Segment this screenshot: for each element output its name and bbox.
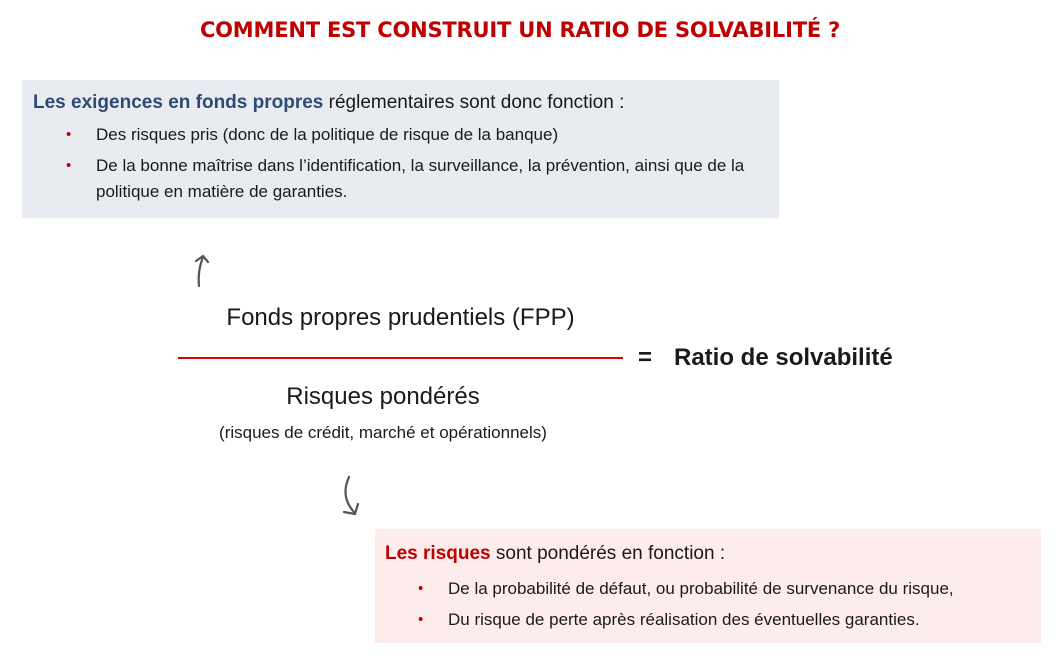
risques-heading-rest: sont pondérés en fonction : [490,543,726,564]
formula-denominator-note: (risques de crédit, marché et opérationnels) [219,423,547,442]
list-item-text: Du risque de perte après réalisation des éventuelles garanties. [448,610,920,629]
formula-equals: = [638,344,653,371]
fonds-propres-heading [33,91,769,115]
bullet-icon: • [66,126,72,143]
formula-denominator: Risques pondérés [286,383,480,410]
fonds-propres-heading-highlight: Les exigences en fonds propres [33,92,324,113]
risques-heading-highlight: Les risques [385,543,491,564]
arrow-down-icon [334,474,368,520]
fonds-propres-list [33,122,769,205]
arrow-up-icon [188,250,214,288]
risques-box [375,529,1041,643]
fonds-propres-box [22,80,779,218]
list-item-text: De la probabilité de défaut, ou probabilité de survenance du risque, [448,579,954,598]
list-item [385,607,1031,633]
list-item [33,122,769,148]
fonds-propres-heading-rest: réglementaires sont donc fonction : [323,92,625,113]
list-item-text: De la bonne maîtrise dans l’identification, la surveillance, la prévention, ainsi que de la politique en matière de garanties. [96,156,745,201]
risques-heading [385,542,1031,566]
page-title: COMMENT EST CONSTRUIT UN RATIO DE SOLVABILITÉ ? [199,18,841,42]
risques-list [385,576,1031,633]
bullet-icon: • [418,611,424,628]
bullet-icon: • [66,157,72,174]
list-item [33,153,769,205]
formula-result: Ratio de solvabilité [674,344,893,371]
formula-numerator: Fonds propres prudentiels (FPP) [226,304,575,331]
bullet-icon: • [418,580,424,597]
list-item [385,576,1031,602]
fraction-line [178,357,623,359]
list-item-text: Des risques pris (donc de la politique de risque de la banque) [96,125,559,144]
